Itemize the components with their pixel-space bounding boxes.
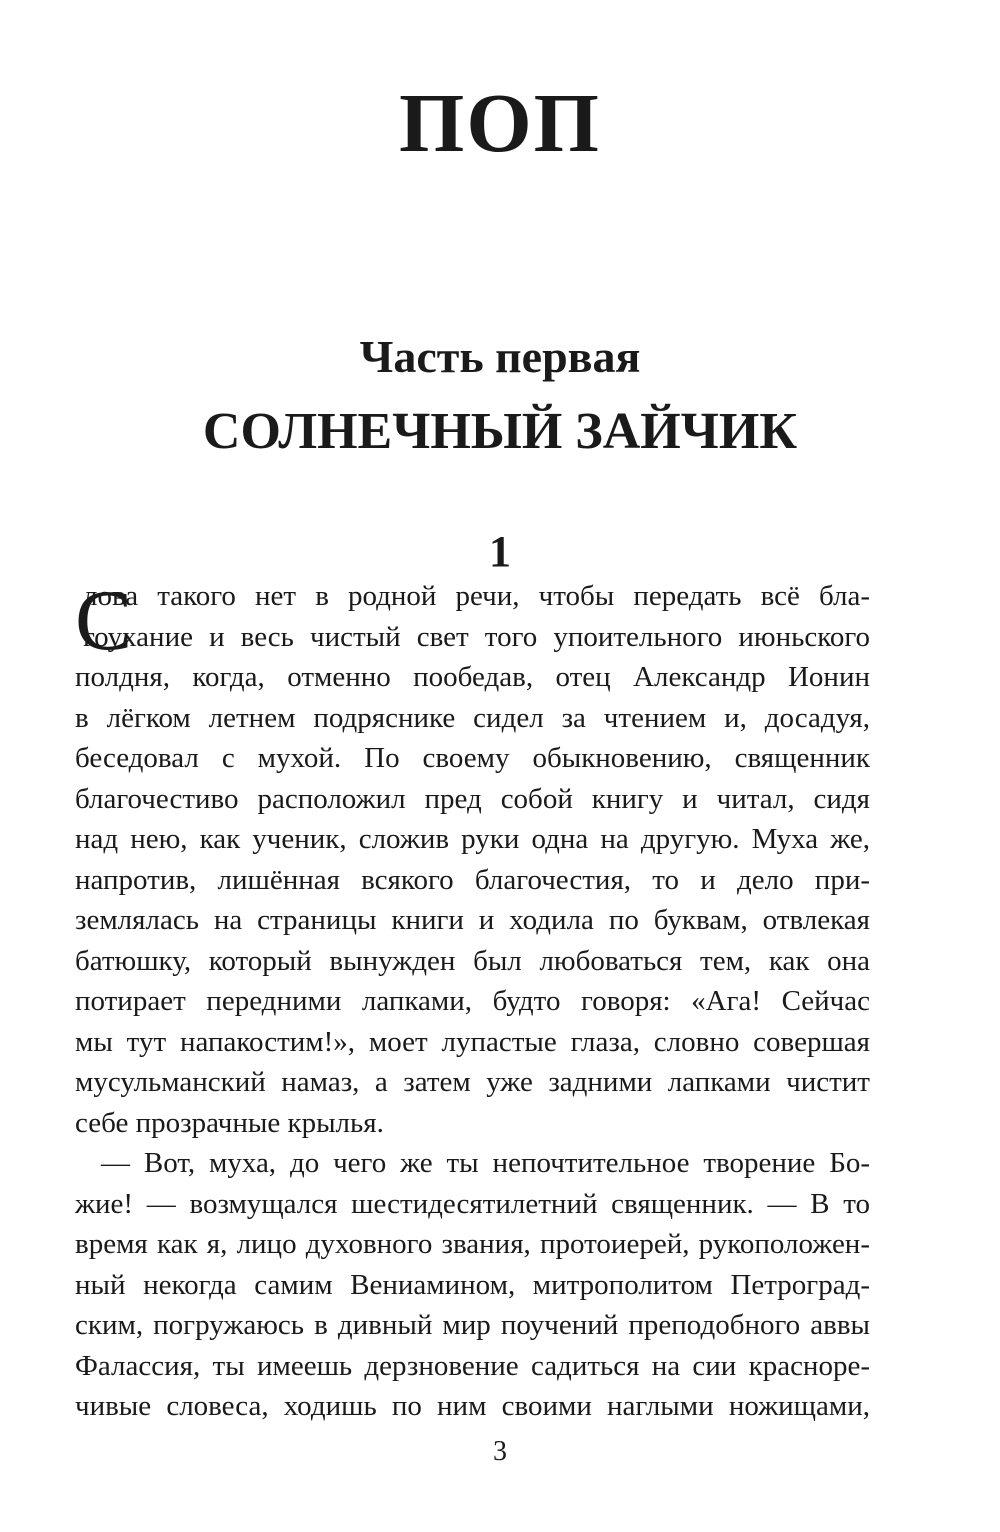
part-subtitle: СОЛНЕЧНЫЙ ЗАЙЧИК [202,403,798,460]
chapter-number: 1 [489,527,511,576]
chapter-text [75,572,870,1427]
text-line: мусульманский намаз, а затем уже задними лапками чистит [75,1066,870,1098]
text-line: над нею, как ученик, сложив руки одна на другую. Муха же, [75,823,870,855]
text-line: лова такого нет в родной речи, чтобы передать всё бла- [83,580,870,612]
text-line: землялась на страницы книги и ходила по буквам, отвлекая [75,904,870,936]
text-line: напротив, лишённая всякого благочестия, то и дело при- [75,863,870,896]
text-line: в лёгком летнем подряснике сидел за чтением и, досадуя, [75,701,870,734]
text-line: беседовал с мухой. По своему обыкновению, священник [75,742,870,774]
text-line: благочестиво расположил пред собой книгу и читал, сидя [75,782,870,815]
text-line: время как я, лицо духовного звания, протоиерей, рукоположен- [75,1228,870,1260]
text-line: гоухание и весь чистый свет того упоительного июньского [83,620,870,653]
text-line: чивые словеса, ходишь по ним своими наглыми ножищами, [75,1390,870,1422]
drop-cap: С [75,572,133,668]
book-title: ПОП [398,77,601,170]
text-line: жие! — возмущался шестидесятилетний священник. — В то [75,1187,870,1220]
text-line: батюшку, который вынужден был любоваться тем, как она [75,944,870,977]
text-line: ный некогда самим Вениамином, митрополитом Петроград- [75,1268,870,1301]
page-number: 3 [493,1436,507,1467]
text-line: себе прозрачные крылья. [75,1106,384,1139]
part-title: Часть первая [359,331,641,382]
text-line: полдня, когда, отменно пообедав, отец Александр Ионин [75,661,870,693]
text-line: — Вот, муха, до чего же ты непочтительное творение Бо- [101,1147,870,1179]
text-line: Фалассия, ты имеешь дерзновение садиться на сии красноре- [75,1349,870,1382]
text-line: потирает передними лапками, будто говоря: «Ага! Сейчас [75,985,870,1017]
text-line: ским, погружаюсь в дивный мир поучений преподобного аввы [75,1309,870,1341]
text-line: мы тут напакостим!», моет лупастые глаза, словно совершая [75,1025,870,1058]
